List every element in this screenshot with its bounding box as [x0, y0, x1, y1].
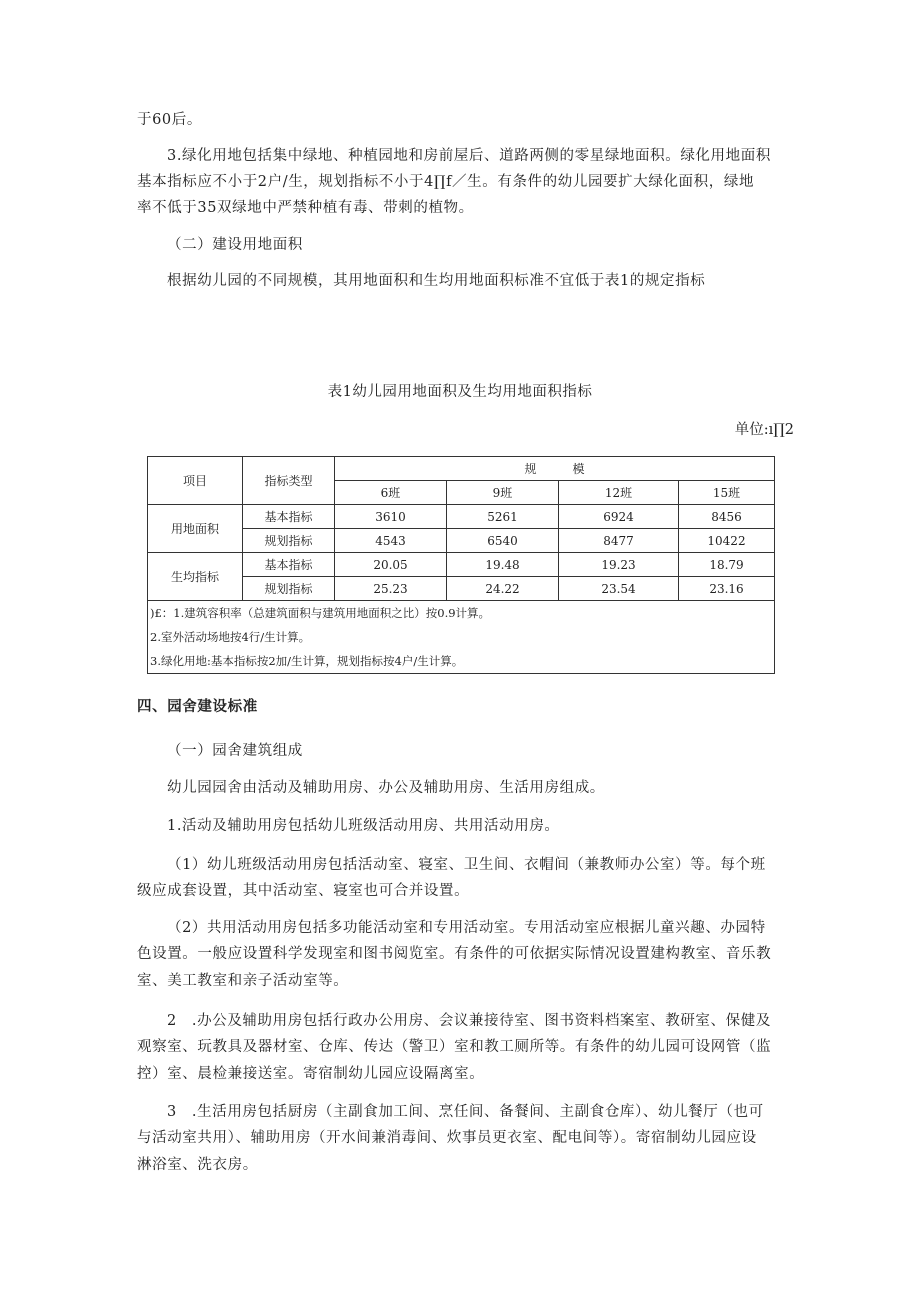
paragraph-line: 观察室、玩教具及器材室、仓库、传达（警卫）室和教工厕所等。有条件的幼儿园可设网管（监	[137, 1039, 772, 1055]
paragraph-line: 2 .办公及辅助用房包括行政办公用房、会议兼接待室、图书资料档案室、教研室、保健及	[167, 1013, 771, 1029]
header-item: 项目	[148, 457, 243, 505]
header-class: 15班	[679, 481, 775, 505]
row-type: 规划指标	[243, 577, 335, 601]
row-type: 基本指标	[243, 553, 335, 577]
table-row	[148, 505, 775, 529]
row-group: 用地面积	[148, 505, 243, 553]
cell: 6540	[447, 529, 559, 553]
table-unit: 单位:ı∏2	[734, 422, 794, 438]
paragraph-line: 级应成套设置，其中活动室、寝室也可合并设置。	[137, 883, 470, 899]
cell: 20.05	[335, 553, 447, 577]
paragraph-line: （1）幼儿班级活动用房包括活动室、寝室、卫生间、衣帽间（兼教师办公室）等。每个班	[167, 857, 766, 873]
cell: 19.48	[447, 553, 559, 577]
paragraph-line: 根据幼儿园的不同规模，其用地面积和生均用地面积标准不宜低于表1的规定指标	[167, 273, 706, 289]
paragraph-line: 淋浴室、洗衣房。	[137, 1157, 258, 1173]
header-class: 6班	[335, 481, 447, 505]
paragraph-line: 室、美工教室和亲子活动室等。	[137, 973, 349, 989]
cell: 6924	[559, 505, 679, 529]
paragraph-line: 控）室、晨检兼接送室。寄宿制幼儿园应设隔离室。	[137, 1066, 485, 1082]
table-row	[148, 577, 775, 601]
cell: 23.16	[679, 577, 775, 601]
header-type: 指标类型	[243, 457, 335, 505]
cell: 8477	[559, 529, 679, 553]
row-type: 规划指标	[243, 529, 335, 553]
cell: 8456	[679, 505, 775, 529]
table-note: 2.室外活动场地按4行/生计算。	[148, 625, 775, 649]
row-type: 基本指标	[243, 505, 335, 529]
section-heading: 四、园舍建设标准	[137, 698, 258, 715]
cell: 24.22	[447, 577, 559, 601]
cell: 10422	[679, 529, 775, 553]
cell: 4543	[335, 529, 447, 553]
header-class: 12班	[559, 481, 679, 505]
table-row	[148, 553, 775, 577]
header-scale: 规 模	[335, 457, 775, 481]
table-caption: 表1幼儿园用地面积及生均用地面积指标	[327, 384, 593, 400]
cell: 5261	[447, 505, 559, 529]
paragraph-line: 3 .生活用房包括厨房（主副食加工间、烹任间、备餐间、主副食仓库）、幼儿餐厅（也可	[167, 1104, 764, 1120]
paragraph-line: 幼儿园园舍由活动及辅助用房、办公及辅助用房、生活用房组成。	[167, 780, 605, 796]
subheading: （二）建设用地面积	[167, 237, 303, 253]
paragraph-line: 与活动室共用）、辅助用房（开水间兼消毒间、炊事员更衣室、配电间等）。寄宿制幼儿园应设	[137, 1130, 757, 1146]
paragraph-line: 3.绿化用地包括集中绿地、种植园地和房前屋后、道路两侧的零星绿地面积。绿化用地面积	[167, 148, 771, 164]
header-class: 9班	[447, 481, 559, 505]
cell: 18.79	[679, 553, 775, 577]
paragraph-line: 率不低于35双绿地中严禁种植有毒、带刺的植物。	[137, 200, 474, 216]
paragraph-line: 1.活动及辅助用房包括幼儿班级活动用房、共用活动用房。	[167, 818, 560, 834]
table-note: )£：1.建筑容积率（总建筑面积与建筑用地面积之比）按0.9计算。	[148, 601, 775, 626]
cell: 23.54	[559, 577, 679, 601]
table-row	[148, 529, 775, 553]
paragraph-line: 色设置。一般应设置科学发现室和图书阅览室。有条件的可依据实际情况设置建构教室、音乐教	[137, 946, 772, 962]
land-area-table	[147, 456, 775, 674]
cell: 3610	[335, 505, 447, 529]
paragraph-line: 基本指标应不小于2户/生，规划指标不小于4∏f／生。有条件的幼儿园要扩大绿化面积，绿地	[137, 174, 755, 190]
cell: 19.23	[559, 553, 679, 577]
cell: 25.23	[335, 577, 447, 601]
table-note: 3.绿化用地:基本指标按2加/生计算，规划指标按4户/生计算。	[148, 649, 775, 674]
row-group: 生均指标	[148, 553, 243, 601]
subheading: （一）园舍建筑组成	[167, 743, 303, 759]
paragraph-line: （2）共用活动用房包括多功能活动室和专用活动室。专用活动室应根据儿童兴趣、办园特	[167, 920, 766, 936]
paragraph-line: 于60后。	[137, 112, 202, 128]
